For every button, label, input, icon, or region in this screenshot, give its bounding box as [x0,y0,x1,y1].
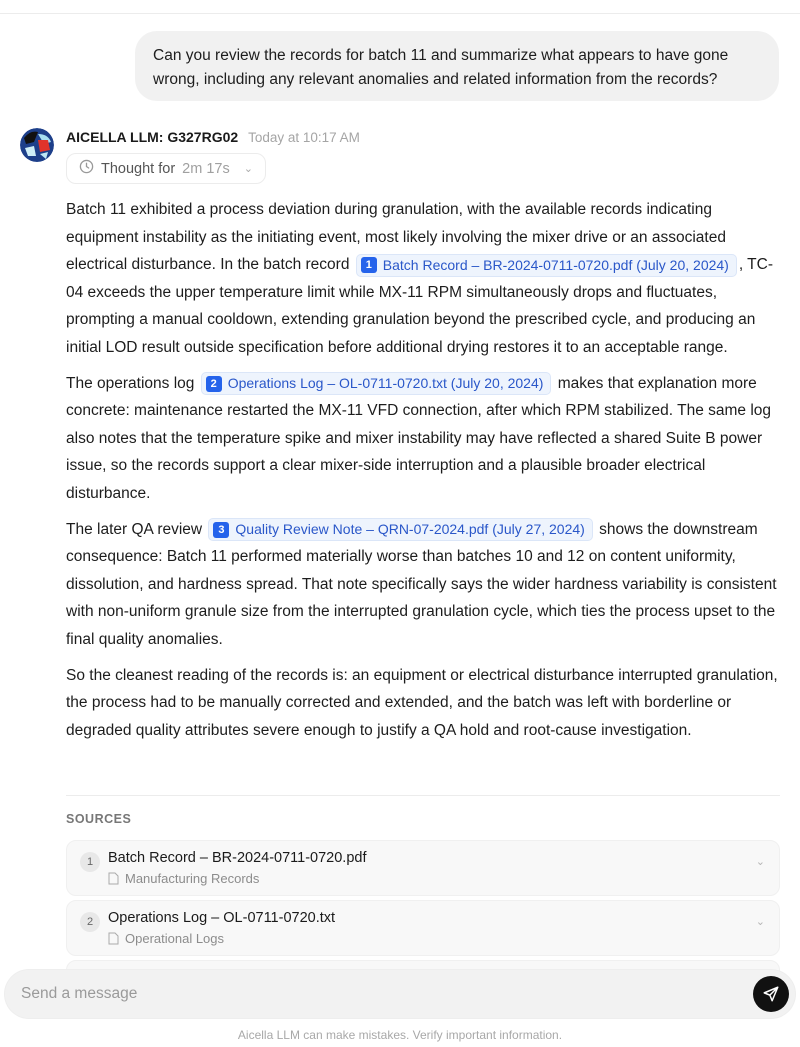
source-category-label: Operational Logs [125,931,225,946]
paragraph-text: , TC-04 exceeds the upper temperature limit while MX-11 RPM simultaneously drops and fluctuates, prompting a manual cooldown, extending granulation beyond the prescribed cycle, and producing an initial LOD result outside specification before additional drying restores it to an acceptable range. [66,256,773,356]
header-divider [0,13,800,14]
answer-paragraph: So the cleanest reading of the records is: an equipment or electrical disturbance interrupted granulation, the process had to be manually corrected and extended, and the batch was left with borderline or degraded quality attributes severe enough to justify a QA hold and root-cause investigation. [66,666,778,739]
citation-label: Quality Review Note – QRN-07-2024.pdf (July 27, 2024) [235,521,585,538]
send-button[interactable] [753,976,789,1012]
source-number: 1 [80,852,100,872]
thought-toggle[interactable] [66,153,266,184]
assistant-name: AICELLA LLM: G327RG02 [66,129,239,145]
send-icon [762,985,780,1003]
user-message: Can you review the records for batch 11 and summarize what appears to have gone wrong, including any relevant anomalies and related information from the records? [135,31,779,101]
citation-chip[interactable] [201,372,552,395]
message-meta [66,129,360,145]
assistant-answer [66,196,782,752]
source-title: Operations Log – OL-0711-0720.txt [108,910,336,926]
document-icon [108,932,119,945]
citation-label: Batch Record – BR-2024-0711-0720.pdf (July 20, 2024) [382,256,729,273]
source-category [108,871,259,886]
source-category [108,931,224,946]
clock-icon [79,159,94,178]
thought-label: Thought for [101,160,176,177]
paragraph-text: The later QA review [66,520,203,538]
chevron-down-icon: ⌄ [243,163,253,175]
source-title: Batch Record – BR-2024-0711-0720.pdf [108,850,367,866]
document-icon [108,872,119,885]
message-input[interactable] [21,970,721,1018]
citation-label: Operations Log – OL-0711-0720.txt (July 20, 2024) [227,375,544,392]
chevron-down-icon[interactable]: ⌄ [755,856,765,868]
paragraph-text: shows the downstream consequence: Batch 11 performed materially worse than batches 10 and 12 on content uniformity, dissolution, and hardness spread. That note specifically says the wider hardness variability is consistent with non-uniform granule size from the interrupted granulation cycle, which ties the process upset to the final quality anomalies. [66,520,777,648]
source-number: 2 [80,912,100,932]
sources-divider [66,795,780,796]
avatar [20,128,54,162]
message-composer [5,970,795,1018]
sources-heading: SOURCES [66,812,132,826]
paragraph-text: makes that explanation more concrete: maintenance restarted the MX-11 VFD connection, after which RPM stabilized. The same log also notes that the temperature spike and mixer instability may have reflected a shared Suite B power issue, so the records support a clear mixer-side interruption and a plausible broader electrical disturbance. [66,374,772,502]
disclaimer: Aicella LLM can make mistakes. Verify important information. [237,1028,563,1042]
citation-number: 2 [206,376,222,392]
answer-paragraph [66,196,782,362]
thought-duration: 2m 17s [182,160,230,177]
answer-paragraph [66,516,782,654]
citation-chip[interactable] [208,518,592,541]
chevron-down-icon[interactable]: ⌄ [755,916,765,928]
citation-chip[interactable] [356,254,737,277]
answer-paragraph [66,370,782,508]
citation-number: 3 [213,522,229,538]
citation-number: 1 [361,257,377,273]
paragraph-text: Batch 11 exhibited a process deviation during granulation, with the available records indicating equipment instability as the initiating event, most likely involving the mixer drive or an associated electrical disturbance. In the batch record [66,201,726,274]
source-item[interactable] [66,840,780,896]
source-category-label: Manufacturing Records [125,871,260,886]
message-timestamp: Today at 10:17 AM [248,130,360,145]
source-item[interactable] [66,900,780,956]
paragraph-text: The operations log [66,374,195,392]
